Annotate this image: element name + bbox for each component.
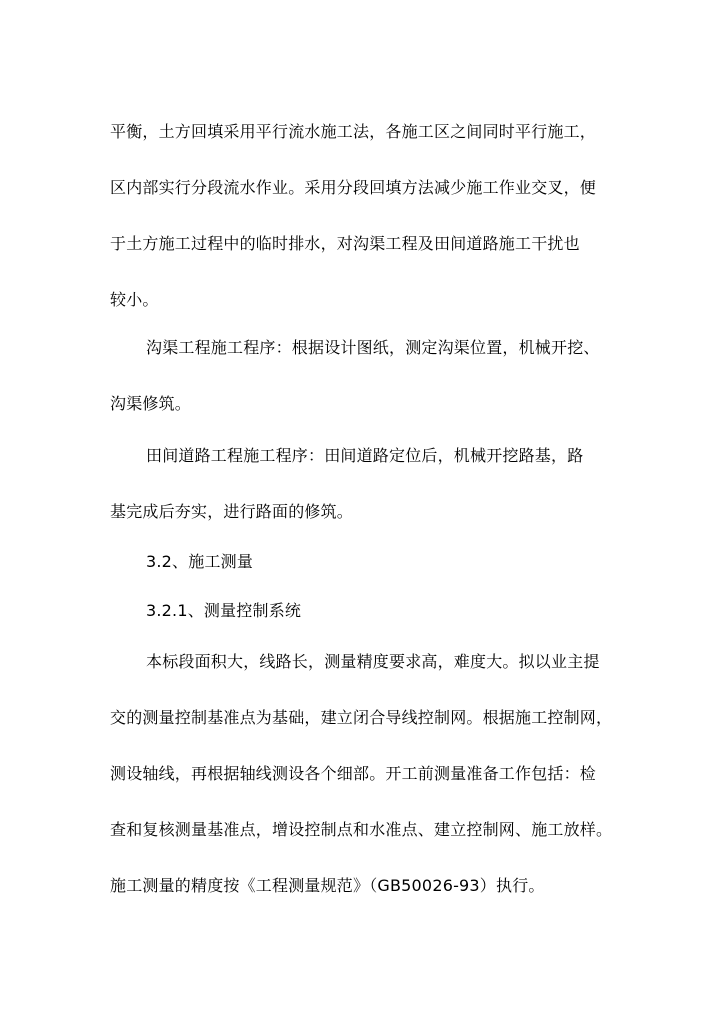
paragraph-line: 较小。 — [110, 290, 159, 309]
paragraph-line: 施工测量的精度按《工程测量规范》（GB50026-93）执行。 — [110, 876, 545, 895]
paragraph-line: 查和复核测量基准点，增设控制点和水准点、建立控制网、施工放样。 — [110, 820, 613, 839]
paragraph-line: 本标段面积大，线路长，测量精度要求高，难度大。拟以业主提 — [146, 652, 600, 671]
paragraph-line: 于土方施工过程中的临时排水，对沟渠工程及田间道路施工干扰也 — [110, 234, 580, 253]
paragraph-line: 沟渠工程施工程序：根据设计图纸，测定沟渠位置，机械开挖、 — [146, 338, 600, 357]
section-heading: 3.2、施工测量 — [146, 552, 254, 571]
paragraph-line: 测设轴线，再根据轴线测设各个细部。开工前测量准备工作包括：检 — [110, 764, 597, 783]
paragraph-line: 沟渠修筑。 — [110, 394, 192, 413]
paragraph-line: 交的测量控制基准点为基础，建立闭合导线控制网。根据施工控制网， — [110, 708, 613, 727]
paragraph-line: 区内部实行分段流水作业。采用分段回填方法减少施工作业交叉，便 — [110, 178, 597, 197]
subsection-heading: 3.2.1、测量控制系统 — [146, 601, 302, 620]
paragraph-line: 田间道路工程施工程序：田间道路定位后，机械开挖路基，路 — [146, 446, 584, 465]
paragraph-line: 平衡，土方回填采用平行流水施工法，各施工区之间同时平行施工， — [110, 122, 597, 141]
paragraph-line: 基完成后夯实，进行路面的修筑。 — [110, 502, 354, 521]
